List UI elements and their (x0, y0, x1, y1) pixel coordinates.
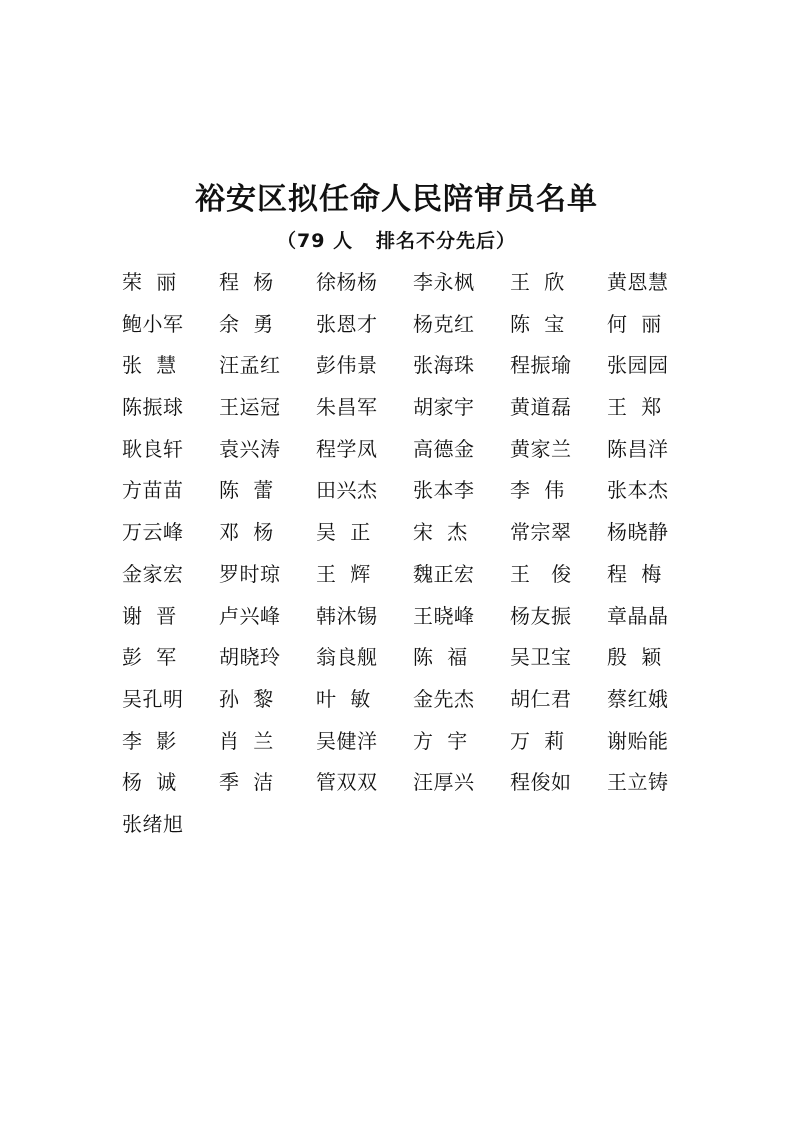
juror-name: 张海珠 (413, 353, 475, 378)
juror-name: 李 影 (122, 728, 177, 753)
juror-name: 陈 蕾 (219, 478, 274, 503)
juror-name: 余 勇 (219, 311, 274, 336)
juror-name: 杨克红 (413, 311, 475, 336)
juror-name: 王立铸 (607, 770, 669, 795)
juror-name: 王 辉 (316, 561, 371, 586)
juror-name: 陈 宝 (510, 311, 565, 336)
juror-name: 吴 正 (316, 520, 371, 545)
juror-name: 谢 晋 (122, 603, 177, 628)
juror-name: 汪孟红 (219, 353, 281, 378)
juror-name: 卢兴峰 (219, 603, 281, 628)
juror-name: 程 杨 (219, 270, 274, 294)
juror-name: 季 洁 (219, 770, 274, 795)
juror-name: 魏正宏 (413, 561, 475, 586)
juror-name: 彭 军 (122, 645, 177, 670)
juror-name: 程俊如 (510, 770, 572, 795)
juror-name: 邓 杨 (219, 520, 274, 545)
juror-name: 杨 诚 (122, 770, 177, 795)
juror-name: 王 俊 (510, 561, 572, 586)
juror-name: 金先杰 (413, 686, 475, 711)
juror-name: 陈振球 (122, 395, 184, 420)
juror-name: 袁兴涛 (219, 436, 281, 461)
juror-name: 谢贻能 (607, 728, 669, 753)
juror-name: 翁良舰 (316, 645, 378, 670)
juror-name: 汪厚兴 (413, 770, 475, 795)
juror-name: 李永枫 (413, 270, 475, 294)
juror-name: 陈 福 (413, 645, 468, 670)
juror-name: 杨晓静 (607, 520, 669, 545)
juror-name: 黄道磊 (510, 395, 572, 420)
juror-name: 肖 兰 (219, 728, 274, 753)
juror-name: 朱昌军 (316, 395, 378, 420)
juror-name: 程学凤 (316, 436, 378, 461)
juror-name: 徐杨杨 (316, 270, 378, 294)
juror-name: 蔡红娥 (607, 686, 669, 711)
juror-name: 章晶晶 (607, 603, 669, 628)
juror-name: 王 郑 (607, 395, 662, 420)
juror-name: 高德金 (413, 436, 475, 461)
juror-name: 程 梅 (607, 561, 662, 586)
juror-name: 王晓峰 (413, 603, 475, 628)
juror-name: 胡仁君 (510, 686, 572, 711)
juror-name: 胡家宇 (413, 395, 475, 420)
juror-name: 张本李 (413, 478, 475, 503)
juror-name: 陈昌洋 (607, 436, 669, 461)
juror-name: 方苗苗 (122, 478, 184, 503)
juror-name: 张园园 (607, 353, 669, 378)
juror-name: 张恩才 (316, 311, 378, 336)
juror-name: 孙 黎 (219, 686, 274, 711)
document-subtitle: （79 人 排名不分先后） (277, 230, 516, 252)
juror-name: 万云峰 (122, 520, 184, 545)
juror-name: 荣 丽 (122, 270, 177, 294)
juror-name: 万 莉 (510, 728, 565, 753)
juror-name: 李 伟 (510, 478, 565, 503)
juror-name: 吴孔明 (122, 686, 184, 711)
juror-name: 胡晓玲 (219, 645, 281, 670)
document-title: 裕安区拟任命人民陪审员名单 (195, 182, 598, 217)
juror-name: 殷 颖 (607, 645, 662, 670)
juror-name: 管双双 (316, 770, 378, 795)
juror-name: 宋 杰 (413, 520, 468, 545)
juror-name: 金家宏 (122, 561, 184, 586)
juror-name: 何 丽 (607, 311, 662, 336)
juror-name: 黄恩慧 (607, 270, 669, 294)
juror-name: 吴卫宝 (510, 645, 572, 670)
juror-name: 王运冠 (219, 395, 281, 420)
juror-name: 鲍小军 (122, 311, 184, 336)
juror-name: 耿良轩 (122, 436, 184, 461)
names-list (122, 262, 702, 846)
juror-name: 张本杰 (607, 478, 669, 503)
juror-name: 程振瑜 (510, 353, 572, 378)
juror-name: 黄家兰 (510, 436, 572, 461)
juror-name: 王 欣 (510, 270, 565, 294)
juror-name: 田兴杰 (316, 478, 378, 503)
juror-name: 彭伟景 (316, 353, 378, 378)
juror-name: 杨友振 (510, 603, 572, 628)
juror-name: 罗时琼 (219, 561, 281, 586)
juror-name: 韩沐锡 (316, 603, 378, 628)
juror-name: 张绪旭 (122, 811, 184, 836)
juror-name: 吴健洋 (316, 728, 378, 753)
juror-name: 张 慧 (122, 353, 177, 378)
juror-name: 方 宇 (413, 728, 468, 753)
juror-name: 叶 敏 (316, 686, 371, 711)
juror-name: 常宗翠 (510, 520, 572, 545)
